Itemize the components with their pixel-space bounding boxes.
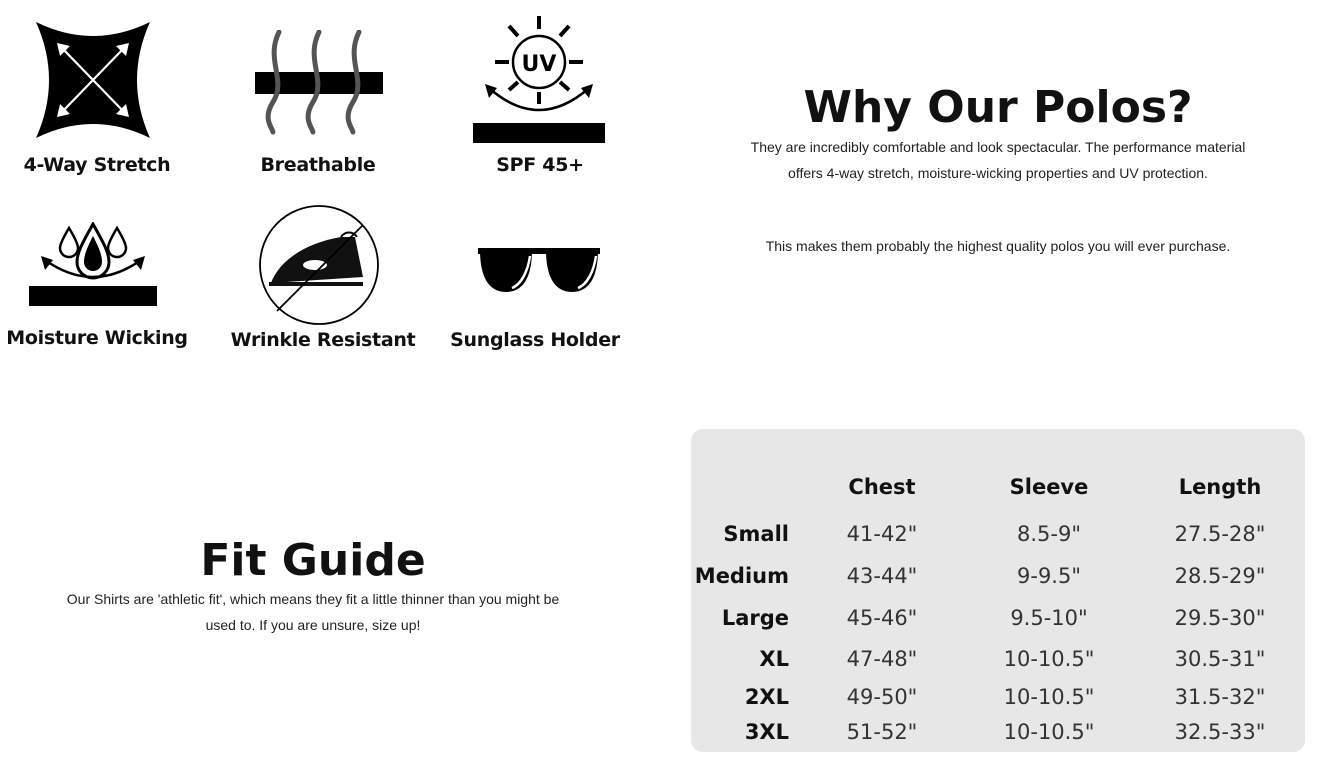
chest-value: 45-46"	[846, 606, 918, 630]
size-header-blank	[691, 429, 801, 513]
sleeve-value: 10-10.5"	[1003, 684, 1095, 709]
feature-label-wrinkle: Wrinkle Resistant	[230, 329, 416, 351]
feature-moisture	[29, 222, 157, 306]
size-table	[691, 429, 1305, 749]
size-chart-panel	[691, 429, 1305, 752]
uv-badge-text: UV	[521, 52, 557, 77]
chest-value: 43-44"	[846, 564, 918, 588]
size-label: Small	[723, 522, 789, 546]
fit-paragraph: Our Shirts are 'athletic fit', which means they fit a little thinner than you might be used to. If you are unsure, size up!	[66, 591, 560, 633]
sleeve-value: 10-10.5"	[1003, 719, 1095, 744]
feature-sunglass	[476, 246, 602, 294]
breathable-icon	[253, 30, 385, 135]
table-row	[691, 597, 1305, 639]
why-paragraph-2: This makes them probably the highest quality polos you will ever purchase.	[765, 238, 1231, 254]
feature-label-moisture: Moisture Wicking	[6, 327, 188, 349]
length-value: 28.5-29"	[1174, 564, 1266, 588]
size-label: Large	[721, 606, 789, 630]
size-label: 3XL	[744, 719, 789, 744]
table-row	[691, 679, 1305, 714]
size-label: XL	[759, 647, 789, 671]
size-label: 2XL	[744, 684, 789, 709]
table-row	[691, 513, 1305, 555]
sleeve-value: 9.5-10"	[1010, 606, 1088, 630]
chest-value: 51-52"	[846, 719, 918, 744]
table-row	[691, 555, 1305, 597]
sunglasses-icon	[476, 246, 602, 294]
why-title: Why Our Polos?	[803, 82, 1193, 133]
feature-4-way-stretch	[32, 20, 154, 140]
length-value: 32.5-33"	[1174, 719, 1266, 744]
length-value: 31.5-32"	[1174, 684, 1266, 709]
size-table-header-row	[691, 429, 1305, 513]
feature-label-stretch: 4-Way Stretch	[23, 154, 171, 176]
size-header-chest: Chest	[848, 475, 916, 499]
size-header-sleeve: Sleeve	[1009, 475, 1089, 499]
sleeve-value: 10-10.5"	[1003, 647, 1095, 671]
no-iron-icon	[257, 203, 381, 327]
length-value: 27.5-28"	[1174, 522, 1266, 546]
feature-label-breathable: Breathable	[260, 154, 376, 176]
feature-breathable	[253, 30, 385, 135]
length-value: 30.5-31"	[1174, 647, 1266, 671]
water-drops-icon	[29, 222, 157, 306]
size-header-length: Length	[1178, 475, 1262, 499]
uv-sun-icon	[473, 14, 605, 144]
table-row	[691, 639, 1305, 679]
fit-title: Fit Guide	[200, 535, 426, 586]
sleeve-value: 9-9.5"	[1017, 564, 1081, 588]
why-paragraph-1: They are incredibly comfortable and look spectacular. The performance material offers 4-way stretch, moisture-wicking properties and UV protection.	[750, 139, 1246, 181]
size-label: Medium	[694, 564, 789, 588]
feature-label-spf: SPF 45+	[496, 154, 584, 176]
chest-value: 47-48"	[846, 647, 918, 671]
feature-wrinkle	[257, 203, 381, 327]
stretch-icon	[32, 20, 154, 140]
chest-value: 49-50"	[846, 684, 918, 709]
length-value: 29.5-30"	[1174, 606, 1266, 630]
table-row	[691, 714, 1305, 749]
sleeve-value: 8.5-9"	[1017, 522, 1081, 546]
feature-spf	[473, 14, 605, 144]
feature-label-sunglass: Sunglass Holder	[450, 329, 620, 351]
chest-value: 41-42"	[846, 522, 918, 546]
